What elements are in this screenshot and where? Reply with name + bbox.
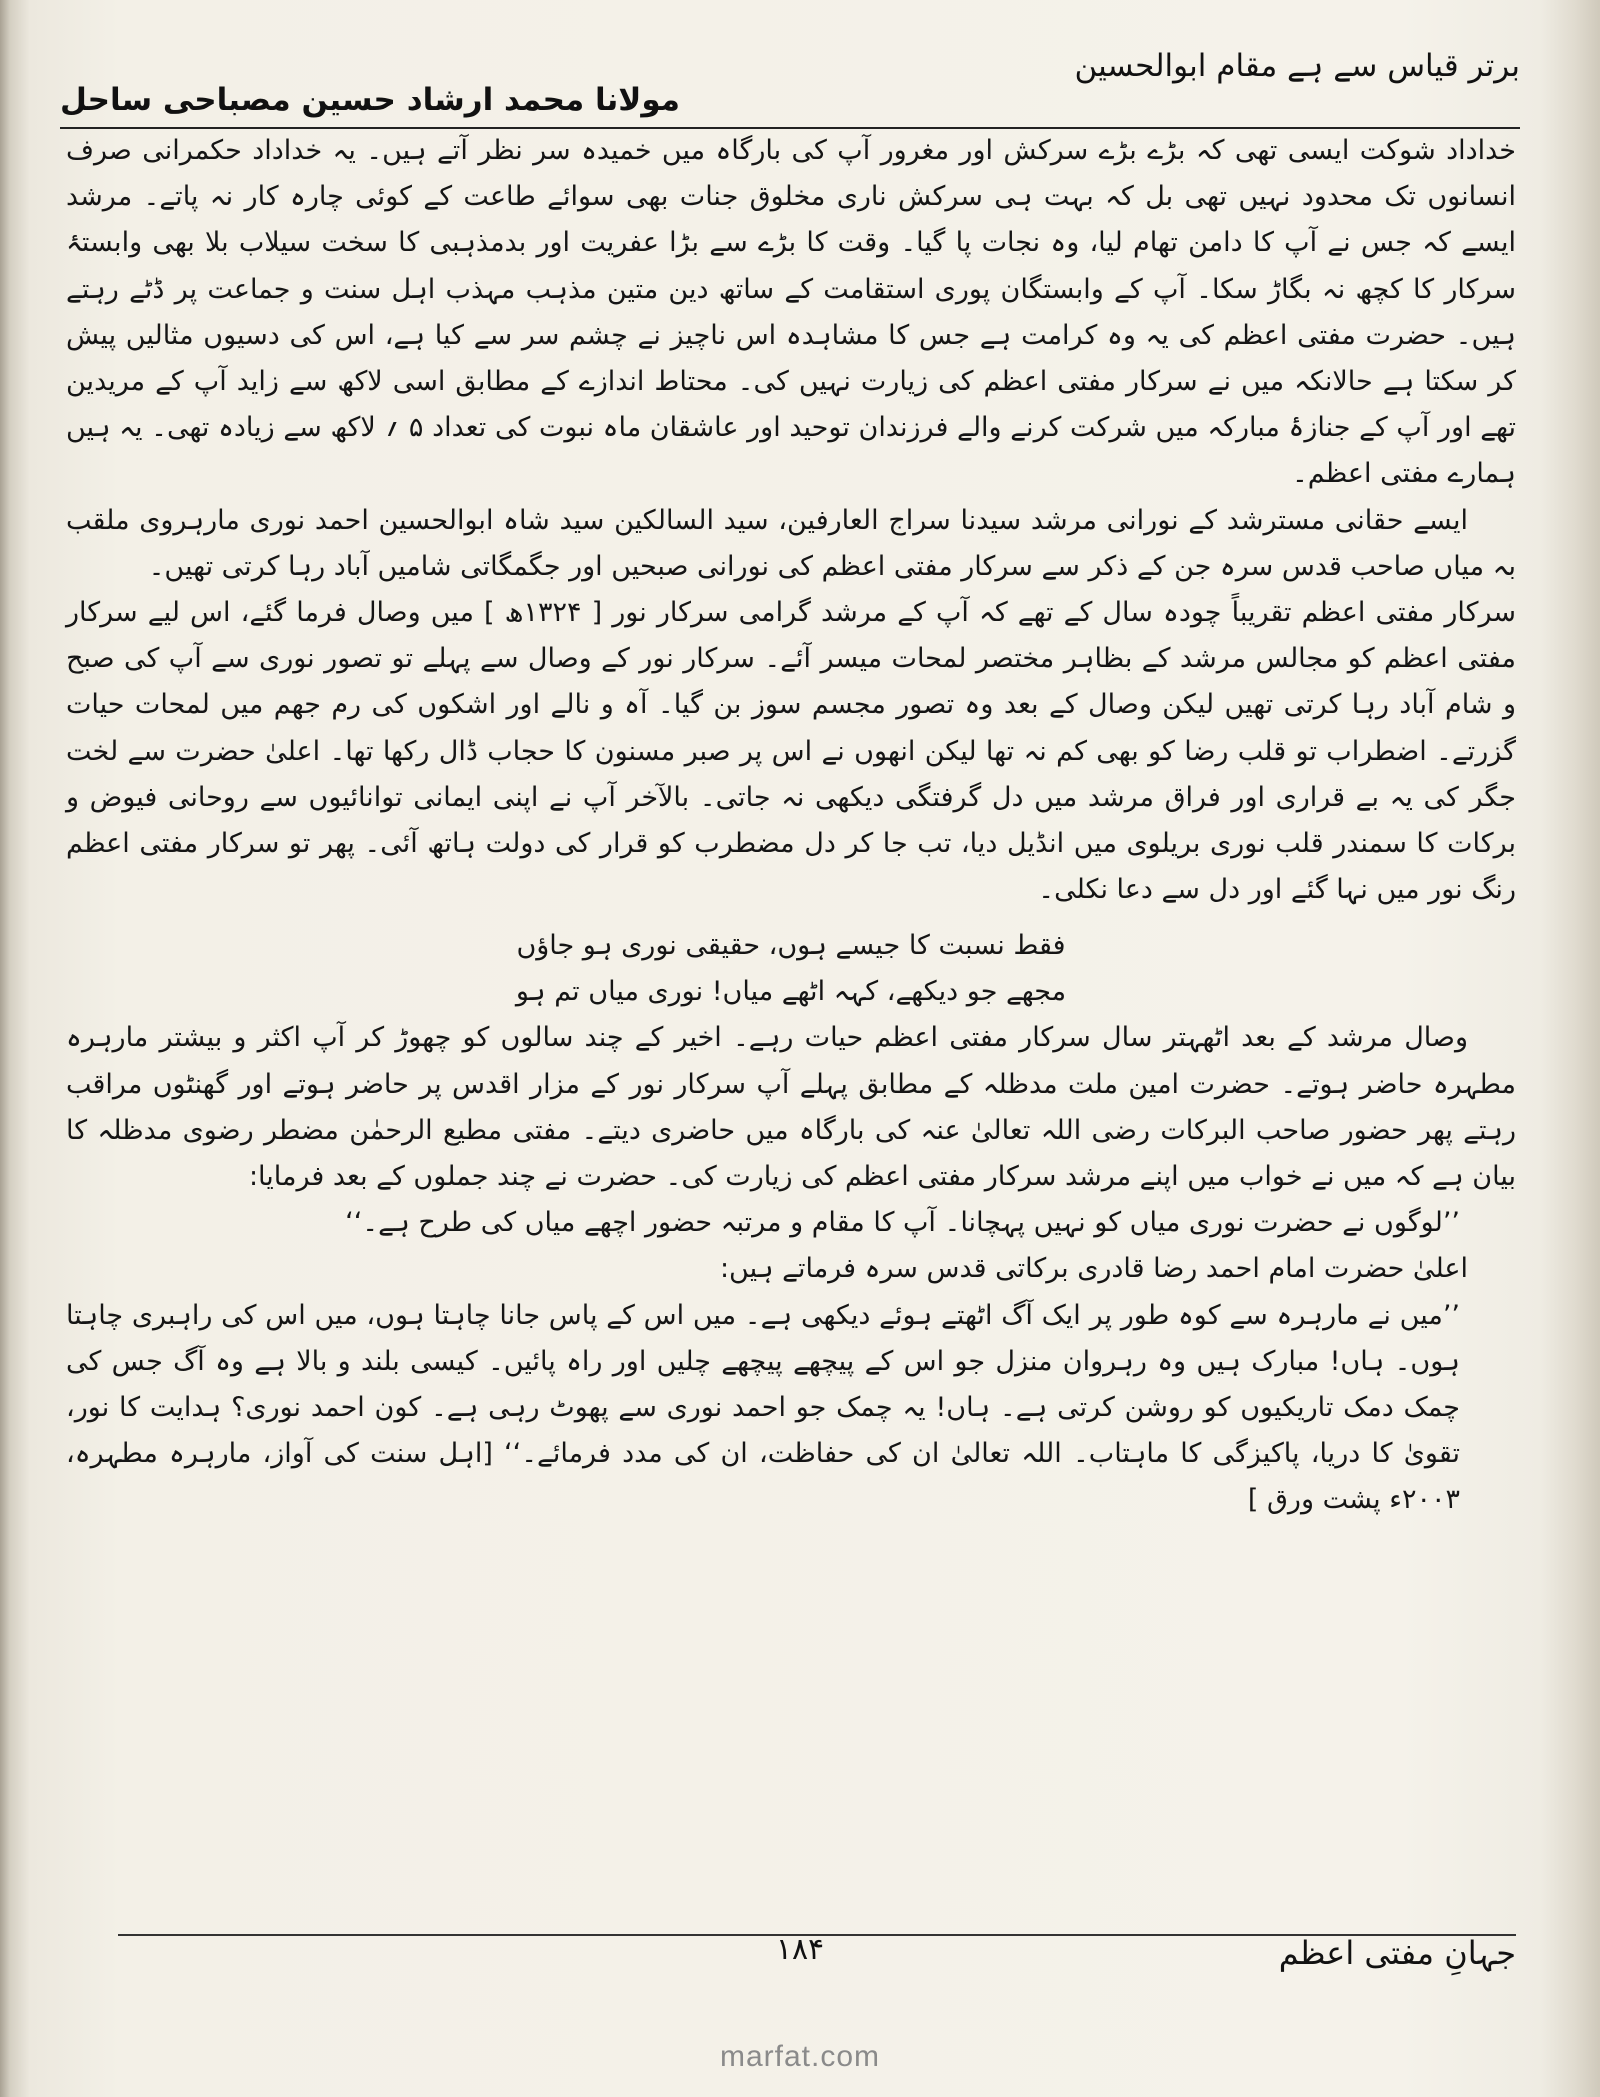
verse-line-2: مجھے جو دیکھے، کہہ اٹھے میاں! نوری میاں تم ہو <box>515 976 1067 1008</box>
paragraph-4: وصال مرشد کے بعد اٹھہتر سال سرکار مفتی اعظم حیات رہے۔ اخیر کے چند سالوں کو چھوڑ کر آپ اکثر و بیشتر مارہرہ مطہرہ حاضر ہوتے۔ حضرت امین ملت مدظلہ کے مطابق پہلے آپ سرکار نور کے مزار اقدس پر حاضر ہوتے اور گھنٹوں مراقب رہتے پھر حضور صاحب البرکات رضی اللہ تعالیٰ عنہ کی بارگاہ میں حاضری دیتے۔ مفتی مطیع الرحمٰن مضطر رضوی مدظلہ کا بیان ہے کہ میں نے خواب میں اپنے مرشد سرکار مفتی اعظم کی زیارت کی۔ حضرت نے چند جملوں کے بعد فرمایا: <box>66 1022 1516 1193</box>
paragraph-5: اعلیٰ حضرت امام احمد رضا قادری برکاتی قدس سرہ فرماتے ہیں: <box>719 1253 1468 1285</box>
main-text <box>66 128 1516 1524</box>
quote-2: ’’میں نے مارہرہ سے کوہ طور پر ایک آگ اٹھتے ہوئے دیکھی ہے۔ میں اس کے پاس جانا چاہتا ہوں، میں اس کی راہبری چاہتا ہوں۔ ہاں! مبارک ہیں وہ رہروان منزل جو اس کے پیچھے پیچھے چلیں اور راہ پائیں۔ کیسی بلند و بالا ہے وہ آگ جس کی چمک دمک تاریکیوں کو روشن کرتی ہے۔ ہاں! یہ چمک جو احمد نوری سے پھوٹ رہی ہے۔ کون احمد نوری؟ ہدایت کا نور، تقویٰ کا دریا، پاکیزگی کا ماہتاب۔ اللہ تعالیٰ ان کی حفاظت، ان کی مدد فرمائے۔‘‘ [اہل سنت کی آواز، مارہرہ مطہرہ، ۲۰۰۳ء پشت ورق ] <box>66 1299 1460 1516</box>
site-watermark: marfat.com <box>719 2040 881 2073</box>
running-header <box>60 48 1520 128</box>
paragraph-1: خداداد شوکت ایسی تھی کہ بڑے بڑے سرکش اور مغرور آپ کی بارگاہ میں خمیدہ سر نظر آتے ہیں۔ یہ خداداد حکمرانی صرف انسانوں تک محدود نہیں تھی بل کہ بہت ہی سرکش ناری مخلوق جنات بھی سوائے طاعت کے کوئی چارہ کار نہ پاتے۔ مرشد ایسے کہ جس نے آپ کا دامن تھام لیا، وہ نجات پا گیا۔ وقت کا بڑے سے بڑا عفریت اور بدمذہبی کا سخت سیلاب بلا بھی وابستۂ سرکار کا کچھ نہ بگاڑ سکا۔ آپ کے وابستگان پوری استقامت کے ساتھ دین متین مذہب مہذب اہل سنت و جماعت پر ڈٹے رہتے ہیں۔ حضرت مفتی اعظم کی یہ وہ کرامت ہے جس کا مشاہدہ اس ناچیز نے چشم سر سے کیا ہے، اس کی دسیوں مثالیں پیش کر سکتا ہے حالانکہ میں نے سرکار مفتی اعظم کی زیارت نہیں کی۔ محتاط اندازے کے مطابق اسی لاکھ سے زاید آپ کے مریدین تھے اور آپ کے جنازۂ مبارکہ میں شرکت کرنے والے فرزندان توحید اور عاشقان ماہ نبوت کی تعداد ۵ ؍ لاکھ سے زیادہ تھی۔ یہ ہیں ہمارے مفتی اعظم۔ <box>66 135 1516 490</box>
paragraph-2: ایسے حقانی مسترشد کے نورانی مرشد سیدنا سراج العارفین، سید السالکین سید شاہ ابوالحسین احمد نوری مارہروی ملقب بہ میاں صاحب قدس سرہ جن کے ذکر سے سرکار مفتی اعظم کی نورانی صبحیں اور جگمگاتی شامیں آباد رہا کرتی تھیں۔ <box>66 504 1516 582</box>
paragraph-3: سرکار مفتی اعظم تقریباً چودہ سال کے تھے کہ آپ کے مرشد گرامی سرکار نور [ ۱۳۲۴ھ ] میں وصال فرما گئے، اس لیے سرکار مفتی اعظم کو مجالس مرشد کے بظاہر مختصر لمحات میسر آئے۔ سرکار نور کے وصال سے پہلے تو تصور نوری سے آپ کی صبح و شام آباد رہا کرتی تھیں لیکن وصال کے بعد وہ تصور مجسم سوز بن گیا۔ آہ و نالے اور اشکوں کی رم جھم میں لمحات حیات گزرتے۔ اضطراب تو قلب رضا کو بھی کم نہ تھا لیکن انھوں نے اس پر صبر مسنون کا حجاب ڈال رکھا تھا۔ اعلیٰ حضرت سے لخت جگر کی یہ بے قراری اور فراق مرشد میں دل گرفتگی دیکھی نہ جاتی۔ بالآخر آپ نے اپنی ایمانی توانائیوں سے روحانی فیوض و برکات کا سمندر قلب نوری بریلوی میں انڈیل دیا، تب جا کر دل مضطرب کو قرار کی دولت ہاتھ آئی۔ پھر تو سرکار مفتی اعظم رنگ نور میں نہا گئے اور دل سے دعا نکلی۔ <box>66 597 1516 906</box>
quote-1: ’’لوگوں نے حضرت نوری میاں کو نہیں پہچانا۔ آپ کا مقام و مرتبہ حضور اچھے میاں کی طرح ہے۔‘‘ <box>345 1207 1460 1239</box>
section-title: برتر قیاس سے ہے مقام ابوالحسین <box>1074 48 1520 84</box>
verse-line-1: فقط نسبت کا جیسے ہوں، حقیقی نوری ہو جاؤں <box>516 930 1066 962</box>
book-title: جہانِ مفتی اعظم <box>1278 1934 1516 1972</box>
author-name: مولانا محمد ارشاد حسین مصباحی ساحل <box>60 82 680 118</box>
page-number: ۱۸۴ <box>775 1932 825 1967</box>
verse-couplet <box>66 923 1516 1015</box>
